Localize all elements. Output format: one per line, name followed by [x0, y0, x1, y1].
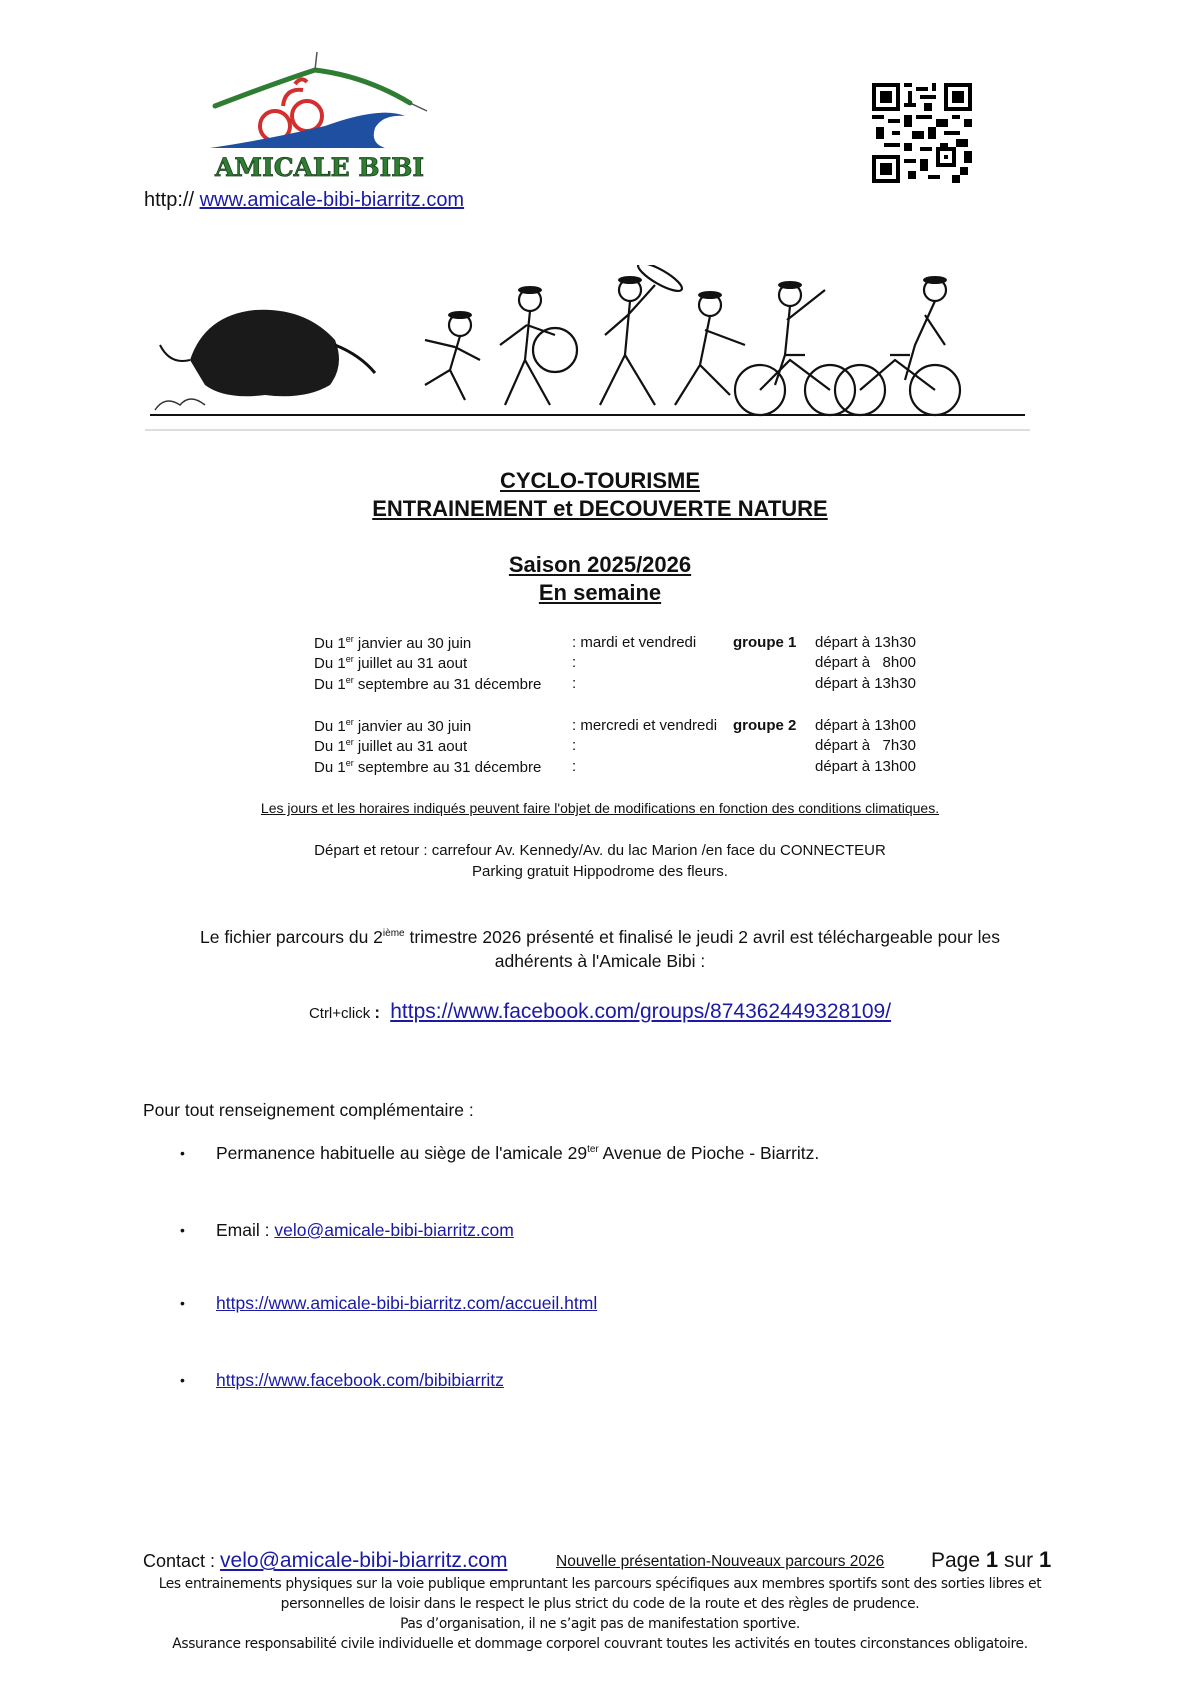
facebook-page-link[interactable]: https://www.facebook.com/bibibiarritz [216, 1370, 504, 1390]
schedule-group: groupe 2 [733, 717, 797, 734]
ctrl-click-label: Ctrl+click [308, 1005, 371, 1022]
bull-figure [155, 310, 375, 410]
bull-chase-drawing [145, 265, 1030, 440]
title-cyclo-tourisme: CYCLO-TOURISME [499, 468, 701, 493]
schedule-period: Du 1er septembre au 31 décembre [314, 758, 542, 776]
route-file-info-2: adhérents à l'Amicale Bibi : [494, 951, 706, 971]
schedule-days: : [572, 758, 577, 775]
title-season: Saison 2025/2026 [508, 552, 692, 577]
schedule-departure: départ à 13h00 [815, 717, 916, 734]
schedule-departure: départ à 13h30 [815, 634, 916, 651]
schedule-departure: départ à 8h00 [815, 654, 916, 671]
qr-code [872, 83, 972, 183]
disclaimer-line: Assurance responsabilité civile individuelle et dommage corporel couvrant toutes les activités en toutes circonstances obligatoire. [172, 1636, 1028, 1652]
footer-contact [143, 1549, 507, 1573]
amicale-bibi-logo [205, 48, 435, 183]
schedule-period: Du 1er janvier au 30 juin [314, 717, 472, 735]
schedule-change-notice: Les jours et les horaires indiqués peuvent faire l'objet de modifications en fonction des conditions climatiques. [260, 800, 940, 816]
website-accueil-link[interactable]: https://www.amicale-bibi-biarritz.com/accueil.html [216, 1293, 598, 1313]
schedule-group: groupe 1 [733, 634, 797, 651]
bullet-icon: • [180, 1372, 185, 1388]
meeting-point: Départ et retour : carrefour Av. Kennedy/Av. du lac Marion /en face du CONNECTEUR [314, 842, 886, 859]
disclaimer-line: Pas d’organisation, il ne s’agit pas de manifestation sportive. [400, 1616, 800, 1632]
email-item [216, 1220, 514, 1241]
schedule-departure: départ à 13h00 [815, 758, 916, 775]
bullet-icon: • [180, 1145, 185, 1161]
disclaimer-line: personnelles de loisir dans le respect le plus strict du code de la route et des règles de prudence. [280, 1596, 920, 1612]
title-weekdays: En semaine [538, 580, 662, 605]
schedule-days: : [572, 654, 577, 671]
schedule-period: Du 1er janvier au 30 juin [314, 634, 472, 652]
contact-label: Contact : [143, 1551, 221, 1571]
website-link[interactable]: www.amicale-bibi-biarritz.com [199, 189, 465, 211]
logo-text: AMICALE BIBI [215, 153, 425, 182]
route-file-info: Le fichier parcours du 2ième trimestre 2026 présenté et finalisé le jeudi 2 avril est téléchargeable pour les [200, 927, 1000, 947]
schedule-period: Du 1er juillet au 31 aout [314, 737, 468, 755]
disclaimer-line: Les entrainements physiques sur la voie publique empruntant les parcours spécifiques aux membres sportifs sont des sorties libres et [158, 1576, 1042, 1592]
schedule-period: Du 1er septembre au 31 décembre [314, 675, 542, 693]
ctrl-click-colon: : [374, 1003, 381, 1022]
schedule-days: : [572, 675, 577, 692]
permanence-item: Permanence habituelle au siège de l'amicale $29^{ter}$ Avenue de Pioche - Biarritz. [216, 1143, 820, 1163]
schedule-days: : mercredi et vendredi [572, 717, 718, 734]
schedule-period: Du 1er juillet au 31 aout [314, 654, 468, 672]
schedule-departure: départ à 7h30 [815, 737, 916, 754]
logo-graphic [205, 48, 435, 183]
title-entrainement: ENTRAINEMENT et DECOUVERTE NATURE [372, 496, 828, 521]
footer-doc-title: Nouvelle présentation-Nouveaux parcours 2026 [556, 1553, 885, 1570]
schedule-days: : mardi et vendredi [572, 634, 697, 651]
contact-email-link[interactable]: velo@amicale-bibi-biarritz.com [220, 1549, 508, 1572]
facebook-group-link[interactable]: https://www.facebook.com/groups/874362449328109/ [390, 1000, 892, 1023]
parking-info: Parking gratuit Hippodrome des fleurs. [472, 863, 728, 880]
email-link[interactable]: velo@amicale-bibi-biarritz.com [274, 1220, 514, 1240]
schedule-departure: départ à 13h30 [815, 675, 916, 692]
page-number: Page 1 sur 1 [931, 1547, 1052, 1572]
bullet-icon: • [180, 1222, 185, 1238]
schedule-days: : [572, 737, 577, 754]
qr-code-icon [872, 83, 972, 183]
website-prefix: http:// [144, 189, 195, 211]
facebook-group-line [0, 1000, 1200, 1024]
email-label: Email : [216, 1220, 275, 1240]
info-heading: Pour tout renseignement complémentaire : [143, 1100, 474, 1120]
bullet-icon: • [180, 1295, 185, 1311]
cartoon-illustration [145, 265, 1030, 440]
website-line [144, 189, 464, 212]
